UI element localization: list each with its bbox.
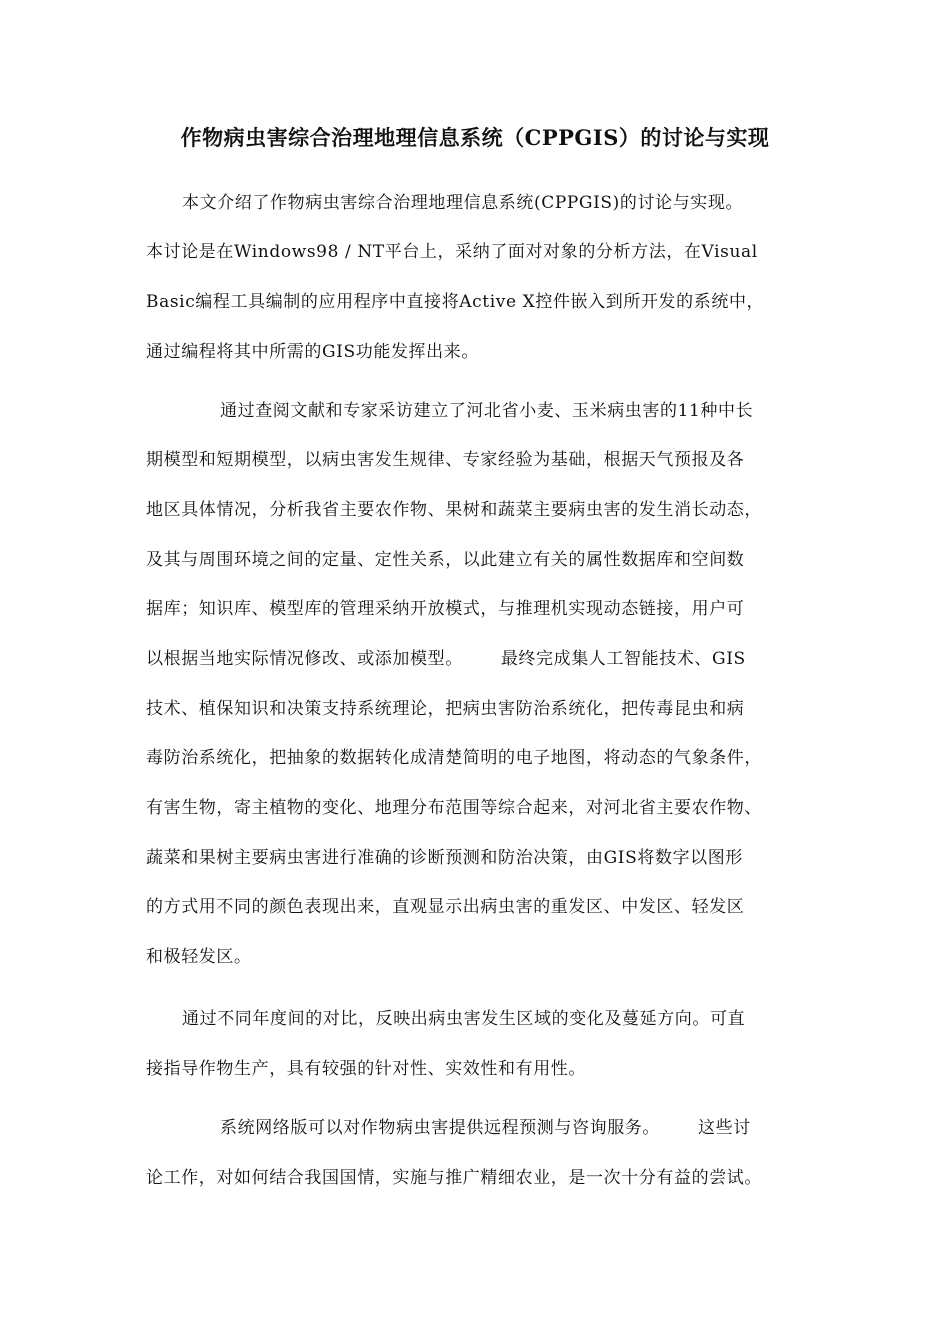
paragraph-3-line-2: 接指导作物生产，具有较强的针对性、实效性和有用性。 <box>146 1059 586 1079</box>
paragraph-4-line-1-text-b: 这些讨 <box>698 1118 751 1138</box>
paragraph-2-line-2: 期模型和短期模型，以病虫害发生规律、专家经验为基础，根据天气预报及各 <box>146 450 745 470</box>
paragraph-4-line-1-text-a: 系统网络版可以对作物病虫害提供远程预测与咨询服务。 <box>220 1118 660 1138</box>
paragraph-4-line-1 <box>146 1114 900 1142</box>
paragraph-2-line-8: 毒防治系统化，把抽象的数据转化成清楚简明的电子地图，将动态的气象条件， <box>146 748 762 768</box>
paragraph-2-line-1: 通过查阅文献和专家采访建立了河北省小麦、玉米病虫害的11种中长 <box>220 401 754 421</box>
paragraph-2-line-9: 有害生物，寄主植物的变化、地理分布范围等综合起来，对河北省主要农作物、 <box>146 798 762 818</box>
paragraph-2-line-7: 技术、植保知识和决策支持系统理论，把病虫害防治系统化，把传毒昆虫和病 <box>146 699 745 719</box>
paragraph-1-line-4: 通过编程将其中所需的GIS功能发挥出来。 <box>146 342 479 362</box>
paragraph-2-line-6-text-b: 最终完成集人工智能技术、GIS <box>500 649 746 669</box>
paragraph-2-line-3: 地区具体情况，分析我省主要农作物、果树和蔬菜主要病虫害的发生消长动态， <box>146 500 762 520</box>
paragraph-2-line-5: 据库；知识库、模型库的管理采纳开放模式，与推理机实现动态链接，用户可 <box>146 599 745 619</box>
paragraph-4-line-2: 论工作，对如何结合我国国情，实施与推广精细农业，是一次十分有益的尝试。 <box>146 1168 762 1188</box>
paragraph-2-line-4: 及其与周围环境之间的定量、定性关系，以此建立有关的属性数据库和空间数 <box>146 550 745 570</box>
paragraph-1-line-2: 本讨论是在Windows98 / NT平台上，采纳了面对对象的分析方法，在Visual <box>146 242 758 262</box>
document-title: 作物病虫害综合治理地理信息系统（CPPGIS）的讨论与实现 <box>180 125 770 150</box>
paragraph-1-line-1: 本文介绍了作物病虫害综合治理地理信息系统(CPPGIS)的讨论与实现。 <box>182 193 744 213</box>
paragraph-2-line-6-text-a: 以根据当地实际情况修改、或添加模型。 <box>146 649 463 669</box>
paragraph-2-line-10: 蔬菜和果树主要病虫害进行准确的诊断预测和防治决策，由GIS将数字以图形 <box>146 848 743 868</box>
paragraph-2-line-11: 的方式用不同的颜色表现出来，直观显示出病虫害的重发区、中发区、轻发区 <box>146 897 745 917</box>
paragraph-2-line-6 <box>146 645 826 673</box>
paragraph-1-line-3: Basic编程工具编制的应用程序中直接将Active X控件嵌入到所开发的系统中， <box>146 292 765 312</box>
paragraph-2-line-12: 和极轻发区。 <box>146 947 252 967</box>
paragraph-3-line-1: 通过不同年度间的对比，反映出病虫害发生区域的变化及蔓延方向。可直 <box>182 1009 746 1029</box>
